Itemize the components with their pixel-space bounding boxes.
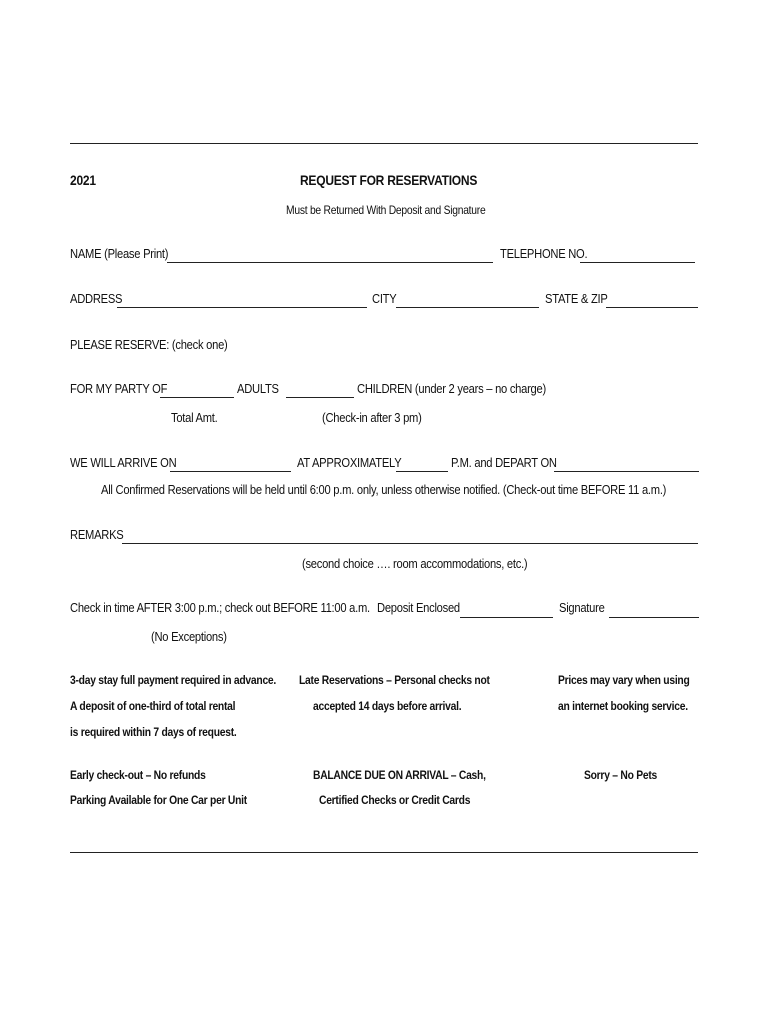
policy-full-payment: 3-day stay full payment required in advance. [70, 673, 277, 687]
bottom-rule [70, 852, 698, 853]
policy-prices-vary: Prices may vary when using [558, 673, 690, 687]
city-field[interactable] [396, 307, 539, 308]
policy-deposit: A deposit of one-third of total rental [70, 699, 236, 713]
policy-parking: Parking Available for One Car per Unit [70, 793, 247, 807]
name-label: NAME (Please Print) [70, 246, 169, 261]
name-field[interactable] [167, 262, 493, 263]
state-zip-label: STATE & ZIP [545, 291, 608, 306]
policy-internet-booking: an internet booking service. [558, 699, 688, 713]
children-count-field[interactable] [286, 397, 354, 398]
address-field[interactable] [117, 307, 367, 308]
state-zip-field[interactable] [606, 307, 698, 308]
arrival-time-field[interactable] [396, 471, 448, 472]
checkin-after-note: (Check-in after 3 pm) [322, 410, 422, 425]
remarks-note: (second choice …. room accommodations, etc.) [302, 556, 528, 571]
approx-label: AT APPROXIMATELY [297, 455, 402, 470]
policy-late-reservations: Late Reservations – Personal checks not [299, 673, 490, 687]
children-label: CHILDREN (under 2 years – no charge) [357, 381, 546, 396]
policy-checks-not-accepted: accepted 14 days before arrival. [313, 699, 462, 713]
checkin-time-note: Check in time AFTER 3:00 p.m.; check out BEFORE 11:00 a.m. [70, 600, 370, 615]
no-exceptions-note: (No Exceptions) [151, 629, 227, 644]
party-label: FOR MY PARTY OF [70, 381, 168, 396]
year: 2021 [70, 172, 96, 188]
page-title: REQUEST FOR RESERVATIONS [300, 172, 478, 188]
telephone-field[interactable] [580, 262, 695, 263]
policy-payment-methods: Certified Checks or Credit Cards [319, 793, 471, 807]
depart-label: P.M. and DEPART ON [451, 455, 557, 470]
signature-field[interactable] [609, 617, 699, 618]
arrive-label: WE WILL ARRIVE ON [70, 455, 177, 470]
policy-no-pets: Sorry – No Pets [584, 768, 657, 782]
arrive-date-field[interactable] [170, 471, 291, 472]
subtitle: Must be Returned With Deposit and Signature [286, 203, 486, 217]
policy-balance-due: BALANCE DUE ON ARRIVAL – Cash, [313, 768, 486, 782]
telephone-label: TELEPHONE NO. [500, 246, 588, 261]
policy-deposit-timing: is required within 7 days of request. [70, 725, 237, 739]
remarks-field[interactable] [122, 543, 698, 544]
adults-count-field[interactable] [160, 397, 234, 398]
confirmed-note: All Confirmed Reservations will be held until 6:00 p.m. only, unless otherwise notified. (Check-out time BEFORE 11 a.m.) [101, 482, 667, 497]
adults-label: ADULTS [237, 381, 279, 396]
policy-early-checkout: Early check-out – No refunds [70, 768, 206, 782]
top-rule [70, 143, 698, 144]
total-amt-label: Total Amt. [171, 410, 218, 425]
city-label: CITY [372, 291, 397, 306]
please-reserve-label: PLEASE RESERVE: (check one) [70, 337, 228, 352]
deposit-field[interactable] [460, 617, 553, 618]
depart-date-field[interactable] [554, 471, 699, 472]
remarks-label: REMARKS [70, 527, 124, 542]
address-label: ADDRESS [70, 291, 123, 306]
signature-label: Signature [559, 600, 605, 615]
deposit-label: Deposit Enclosed [377, 600, 460, 615]
